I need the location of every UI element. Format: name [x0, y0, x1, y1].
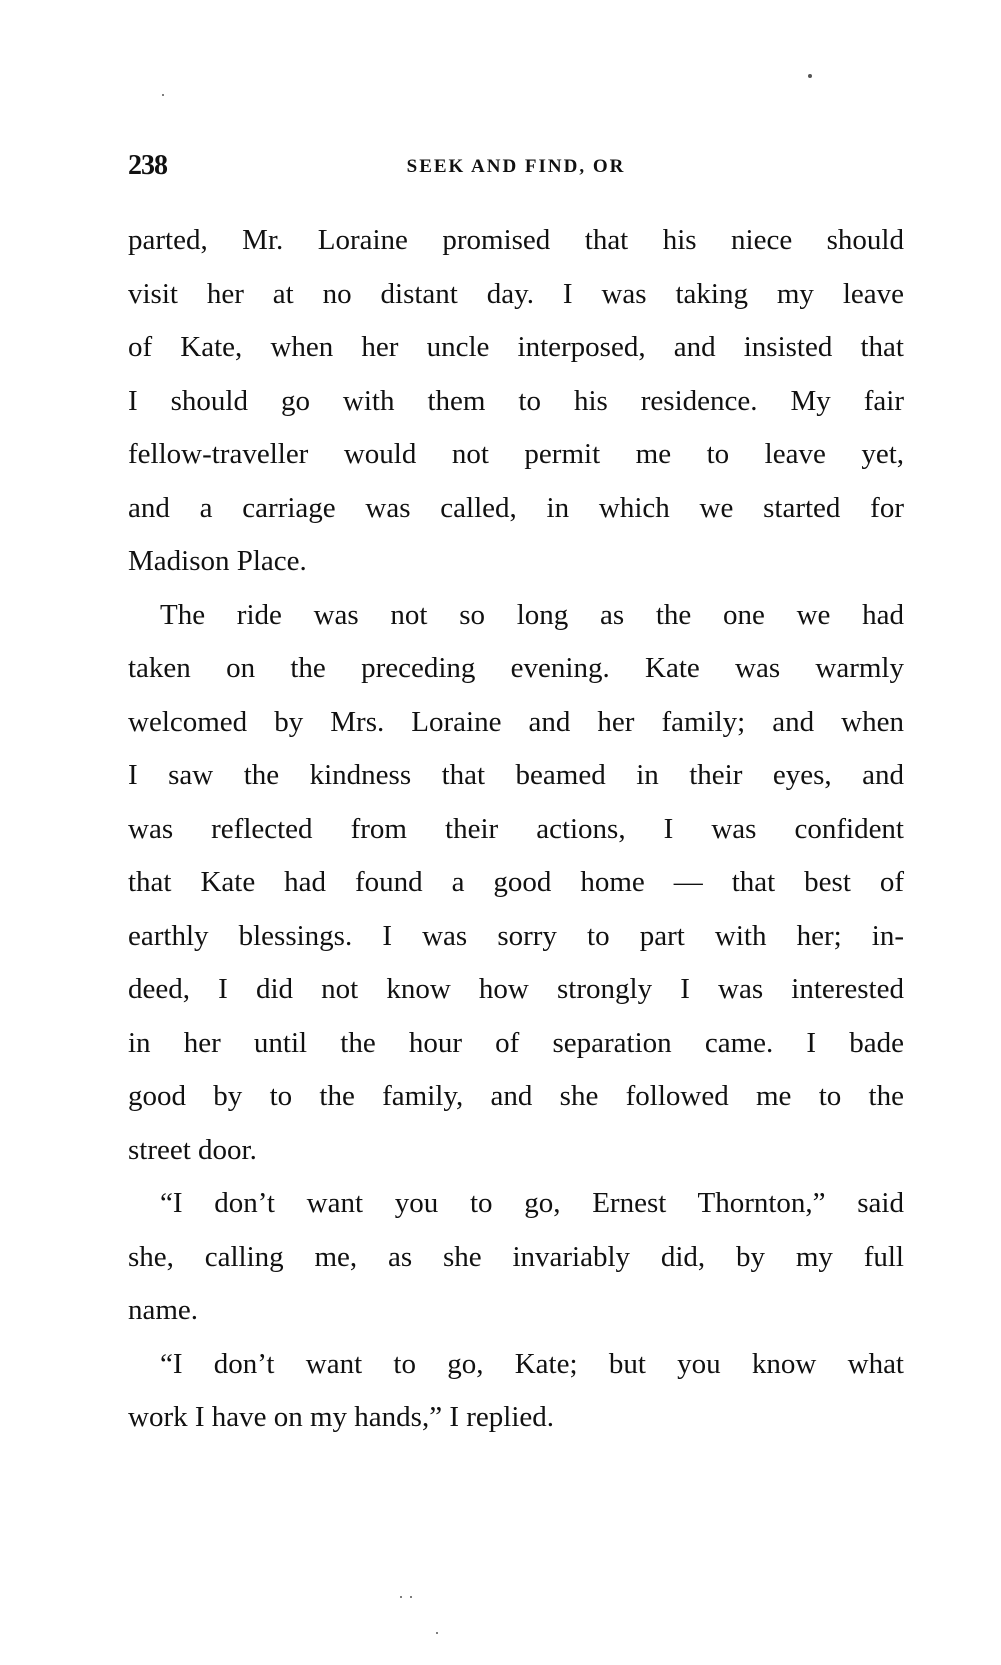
- text-line: visit her at no distant day. I was taking my leave: [128, 277, 904, 310]
- body-text: [128, 214, 904, 1445]
- text-line: taken on the preceding evening. Kate was warmly: [128, 652, 904, 684]
- text-line: was reflected from their actions, I was confident: [128, 812, 904, 845]
- page-number: 238: [128, 150, 167, 181]
- text-line: welcomed by Mrs. Loraine and her family; and when: [128, 705, 904, 738]
- text-line: parted, Mr. Loraine promised that his niece should: [128, 224, 904, 256]
- text-line: fellow-traveller would not permit me to leave yet,: [128, 438, 904, 470]
- text-line: and a carriage was called, in which we started for: [128, 491, 904, 524]
- text-line: I should go with them to his residence. My fair: [128, 384, 904, 417]
- text-line: The ride was not so long as the one we had: [160, 598, 904, 631]
- running-title: SEEK AND FIND, OR: [406, 156, 626, 177]
- scan-speck: [436, 1632, 438, 1634]
- text-line: of Kate, when her uncle interposed, and insisted that: [128, 331, 904, 363]
- text-line: Madison Place.: [128, 545, 307, 577]
- text-line: good by to the family, and she followed me to the: [128, 1080, 904, 1112]
- scan-speck: [808, 74, 812, 78]
- text-line: that Kate had found a good home — that best of: [128, 866, 904, 898]
- text-line: in her until the hour of separation came. I bade: [128, 1026, 904, 1059]
- text-line: “I don’t want to go, Kate; but you know what: [160, 1347, 904, 1380]
- text-line: work I have on my hands,” I replied.: [128, 1401, 555, 1433]
- running-head: [128, 148, 904, 188]
- scan-speck: [400, 1596, 402, 1598]
- text-line: earthly blessings. I was sorry to part with her; in-: [128, 919, 904, 952]
- scan-speck: [162, 94, 164, 96]
- text-line: I saw the kindness that beamed in their eyes, and: [128, 759, 904, 791]
- text-line: name.: [128, 1294, 199, 1326]
- text-line: “I don’t want you to go, Ernest Thornton,” said: [160, 1187, 904, 1219]
- text-line: street door.: [128, 1133, 257, 1166]
- scan-speck: [410, 1596, 412, 1598]
- text-line: deed, I did not know how strongly I was interested: [128, 973, 904, 1005]
- text-line: she, calling me, as she invariably did, by my full: [128, 1240, 904, 1273]
